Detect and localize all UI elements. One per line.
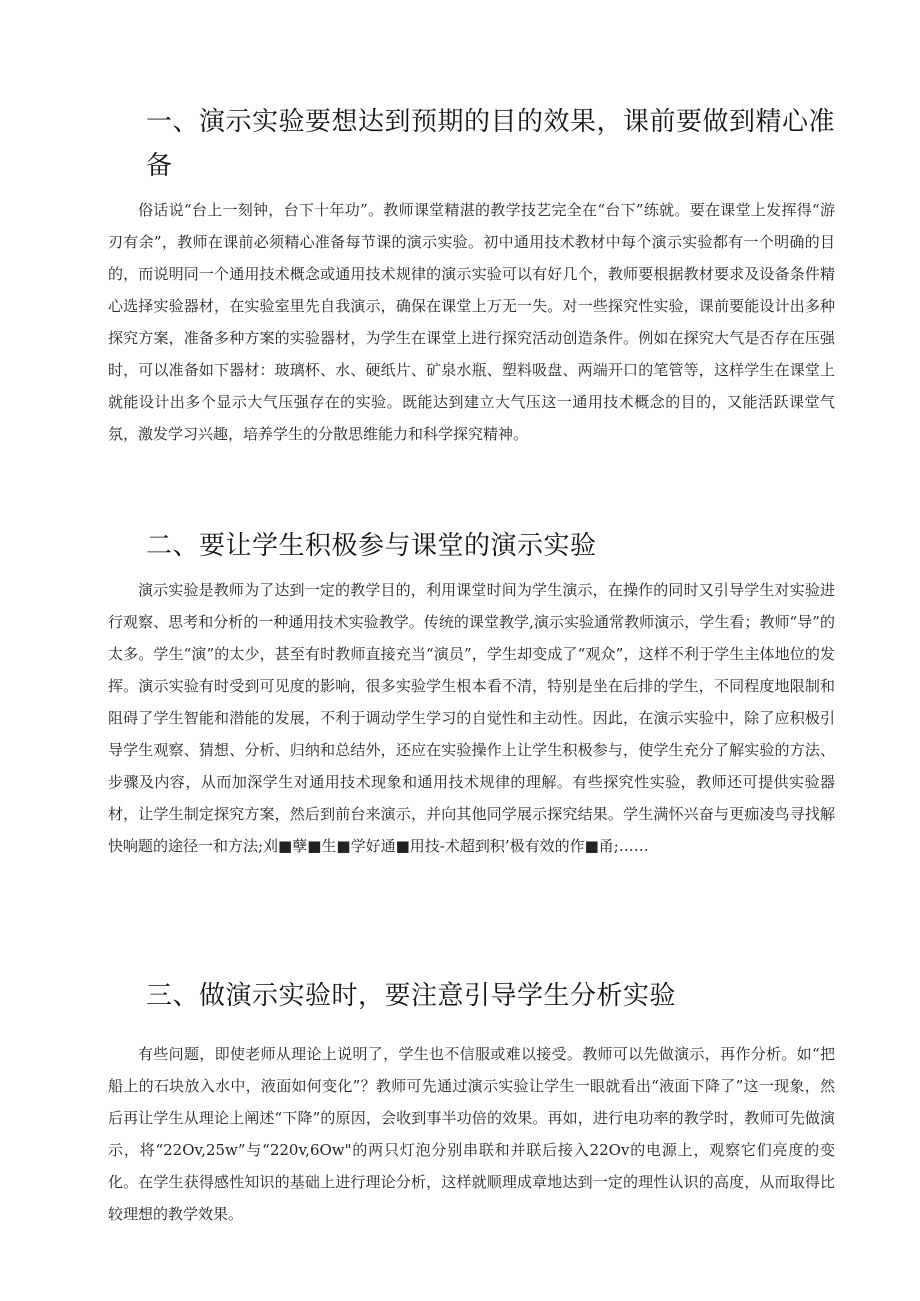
section-1-paragraph: 俗话说“台上一刻钟，台下十年功”。教师课堂精湛的教学技艺完全在“台下”练就。要在课堂上发挥得“游刃有余”，教师在课前必须精心准备每节课的演示实验。初中通用技术教材中每个演示实验都有一个明确的目的，而说明同一个通用技术概念或通用技术规律的演示实验可以有好几个，教师要根据教材要求及设备条件精心选择实验器材，在实验室里先自我演示，确保在课堂上万无一失。对一些探究性实验，课前要能设计出多种探究方案，准备多种方案的实验器材，为学生在课堂上进行探究活动创造条件。例如在探究大气是否存在压强时，可以准备如下器材：玻璃杯、水、硬纸片、矿泉水瓶、塑料吸盘、两端开口的笔管等，这样学生在课堂上就能设计出多个显示大气压强存在的实验。既能达到建立大气压这一通用技术概念的目的，又能活跃课堂气氛，激发学习兴趣，培养学生的分散思维能力和科学探究精神。 xyxy=(108,201,835,443)
section-2-heading: 二、要让学生积极参与课堂的演示实验 xyxy=(146,531,597,561)
section-3-paragraph: 有些问题，即使老师从理论上说明了，学生也不信服或难以接受。教师可以先做演示，再作分析。如“把船上的石块放入水中，液面如何变化”？教师可先通过演示实验让学生一眼就看出“液面下降了”这一现象，然后再让学生从理论上阐述“下降”的原因，会收到事半功倍的效果。再如，进行电功率的教学时，教师可先做演示，将“22Ov,25w”与“220v,6Ow"的两只灯泡分别串联和并联后接入22Ov的电源上，观察它们亮度的变化。在学生获得感性知识的基础上进行理论分析，这样就顺理成章地达到一定的理性认识的高度，从而取得比较理想的教学效果。 xyxy=(108,1045,835,1223)
section-3-heading: 三、做演示实验时，要注意引导学生分析实验 xyxy=(146,981,677,1011)
document-body xyxy=(108,100,835,1230)
section-1-heading: 一、演示实验要想达到预期的目的效果，课前要做到精心准备 xyxy=(146,107,836,181)
section-2-paragraph: 演示实验是教师为了达到一定的教学目的，利用课堂时间为学生演示，在操作的同时又引导学生对实验进行观察、思考和分析的一种通用技术实验教学。传统的课堂教学,演示实验通常教师演示，学生看；教师“导”的太多。学生“演”的太少，甚至有时教师直接充当“演员”，学生却变成了“观众”，这样不利于学生主体地位的发挥。演示实验有时受到可见度的影响，很多实验学生根本看不清，特别是坐在后排的学生，不同程度地限制和阻碍了学生智能和潜能的发展，不利于调动学生学习的自觉性和主动性。因此，在演示实验中，除了应积极引导学生观察、猜想、分析、归纳和总结外，还应在实验操作上让学生积极参与，使学生充分了解实验的方法、步骤及内容，从而加深学生对通用技术现象和通用技术规律的理解。有些探究性实验，教师还可提供实验器材，让学生制定探究方案，然后到前台来演示，并向其他同学展示探究结果。学生满怀兴奋与更痂凌鸟寻找解快响题的途径一和方法;刈■孽■生■学好通■用技-术超到积’极有效的作■甬;…… xyxy=(108,581,835,855)
